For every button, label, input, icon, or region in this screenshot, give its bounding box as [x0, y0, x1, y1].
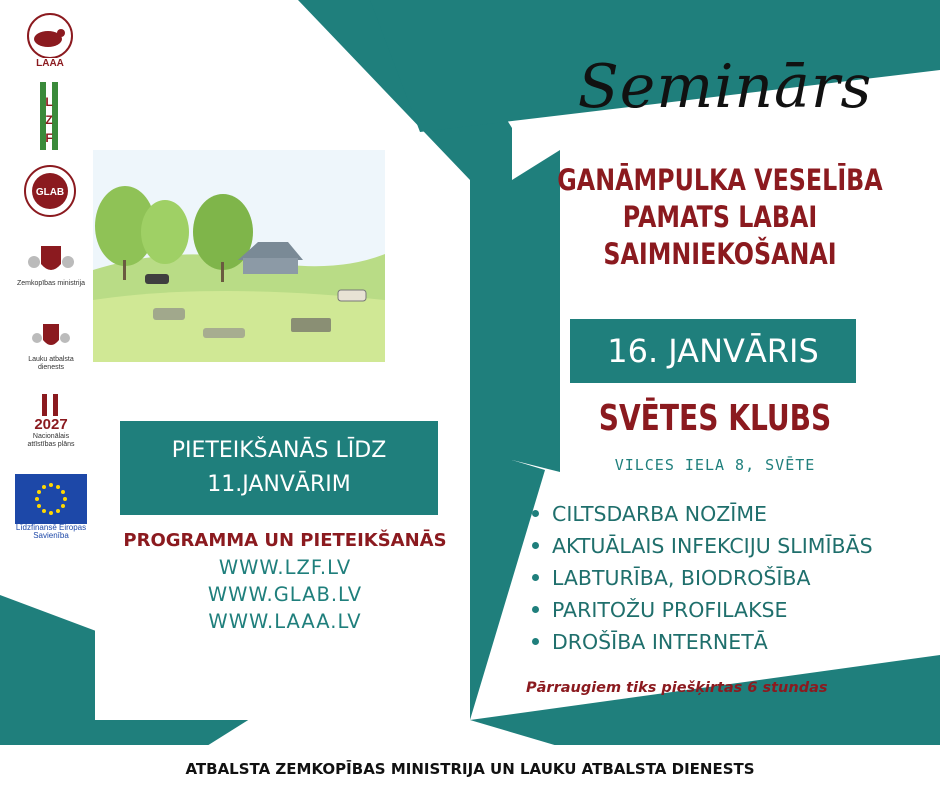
- event-venue: SVĒTES KLUBS: [598, 398, 832, 439]
- bullet-icon: [532, 542, 539, 549]
- zm-logo: [14, 242, 88, 288]
- eu-flag-icon: [15, 474, 87, 524]
- nap-label: Nacionālais attīstības plāns: [27, 433, 75, 448]
- link-lzf[interactable]: WWW.LZF.LV: [218, 556, 352, 579]
- svg-text:F: F: [45, 131, 53, 145]
- svg-text:Z: Z: [45, 113, 53, 127]
- laaa-logo: [20, 12, 80, 69]
- registration-deadline-date: 11.JANVĀRIM: [207, 472, 351, 497]
- nap-logo: [18, 394, 84, 449]
- lad-logo: [20, 320, 82, 372]
- event-date: 16. JANVĀRIS: [607, 332, 819, 370]
- eu-logo: [10, 474, 92, 540]
- nap-bars-icon: [36, 394, 66, 416]
- hours-note: Pārraugiem tiks piešķirtas 6 stundas: [526, 680, 828, 696]
- svg-text:L: L: [45, 95, 53, 109]
- headline-line-2: PAMATS LABAI: [622, 200, 818, 234]
- teal-center-right-wedge: [512, 150, 560, 472]
- topic-item: AKTUĀLAIS INFEKCIJU SLIMĪBĀS: [532, 530, 873, 562]
- svg-text:GLAB: GLAB: [35, 187, 65, 198]
- laaa-label: LAAA: [36, 58, 64, 69]
- sheep-emblem-icon: [23, 12, 77, 58]
- headline-line-3: SAIMNIEKOŠANAI: [603, 237, 837, 271]
- bullet-icon: [532, 606, 539, 613]
- wheat-icon: [36, 80, 62, 152]
- zm-label: Zemkopības ministrija: [16, 280, 86, 287]
- link-glab[interactable]: WWW.GLAB.LV: [207, 583, 363, 606]
- lad-label: Lauku atbalsta dienests: [28, 356, 74, 371]
- glab-logo: [22, 164, 78, 218]
- event-address: VILCES IELA 8, SVĒTE: [614, 456, 816, 474]
- topic-item: PARITOŽU PROFILAKSE: [532, 594, 873, 626]
- bullet-icon: [532, 510, 539, 517]
- seminar-title: Seminārs: [577, 52, 873, 122]
- nap-year: 2027: [34, 416, 68, 433]
- topic-item: LABTURĪBA, BIODROŠĪBA: [532, 562, 873, 594]
- event-date-box: [570, 319, 856, 383]
- farm-illustration: [93, 150, 385, 362]
- topic-item: DROŠĪBA INTERNETĀ: [532, 626, 873, 658]
- footer-support-text: ATBALSTA ZEMKOPĪBAS MINISTRIJA UN LAUKU ATBALSTA DIENESTS: [185, 760, 755, 778]
- bull-emblem-icon: [23, 164, 77, 218]
- topics-list: [532, 498, 873, 658]
- coat-of-arms-small-icon: [31, 320, 71, 356]
- event-headline: [556, 162, 884, 273]
- coat-of-arms-icon: [26, 242, 76, 280]
- topic-item: CILTSDARBA NOZĪME: [532, 498, 873, 530]
- eu-label: Līdzfinansē Eiropas Savienība: [15, 523, 87, 540]
- headline-line-1: GANĀMPULKA VESELĪBA: [557, 163, 883, 197]
- lzf-logo: [34, 80, 64, 152]
- registration-box: [120, 421, 438, 515]
- bullet-icon: [532, 574, 539, 581]
- registration-deadline-label: PIETEIKŠANĀS LĪDZ: [171, 438, 387, 463]
- bullet-icon: [532, 638, 539, 645]
- link-laaa[interactable]: WWW.LAAA.LV: [208, 610, 362, 633]
- program-label: PROGRAMMA UN PIETEIKŠANĀS: [123, 530, 447, 551]
